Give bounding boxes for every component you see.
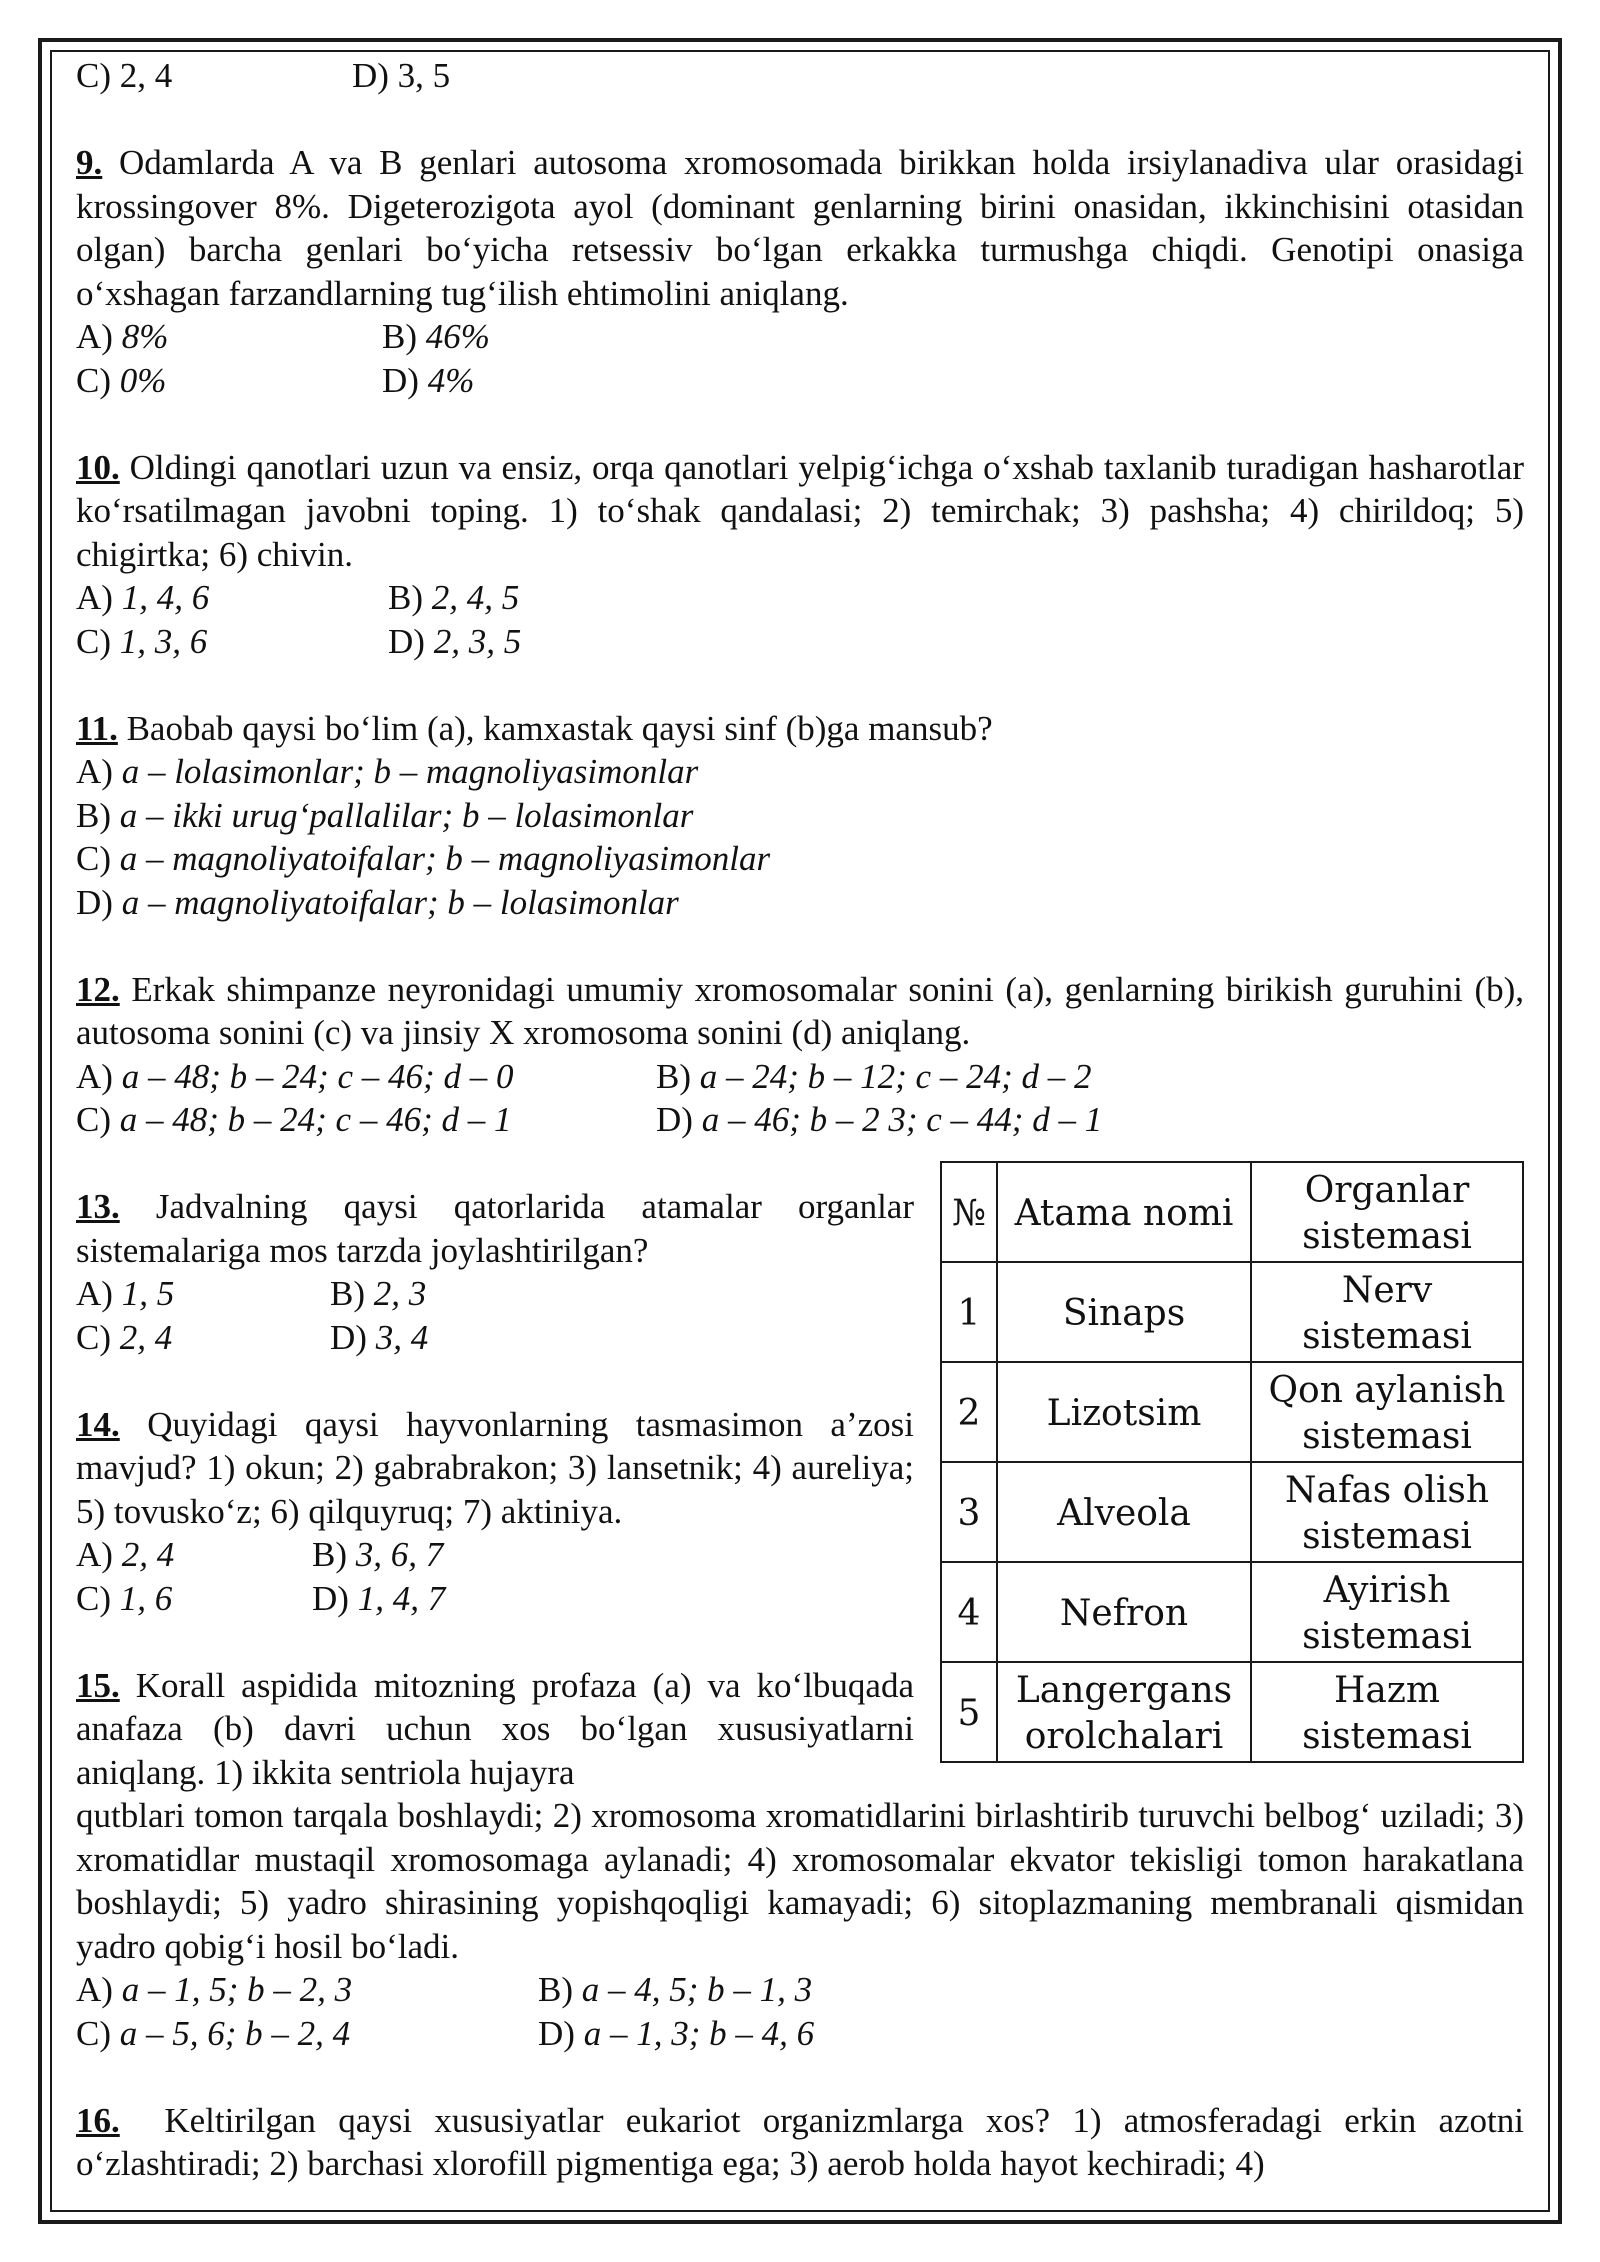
- table-row: 3 Alveola Nafas olish sistemasi: [941, 1462, 1523, 1562]
- q11-option-d: D) a – magnoliyatoifalar; b – lolasimonlar: [76, 882, 679, 922]
- table-row: 2 Lizotsim Qon aylanish sistemasi: [941, 1362, 1523, 1462]
- q11-option-c: C) a – magnoliyatoifalar; b – magnoliyasimonlar: [76, 839, 771, 878]
- q14-options-row-2: C) 1, 6 D) 1, 4, 7: [76, 1578, 446, 1618]
- left-column: [76, 1185, 914, 1794]
- option-c: C) 2, 4: [76, 56, 173, 95]
- table-row: 1 Sinaps Nerv sistemasi: [941, 1262, 1523, 1362]
- q9-options-row-2: C) 0% D) 4%: [76, 360, 475, 400]
- q10-options-row-1: A) 1, 4, 6 B) 2, 4, 5: [76, 578, 520, 617]
- q12-options-row-2: C) a – 48; b – 24; c – 46; d – 1 D) a – 46; b – 2 3; c – 44; d – 1: [76, 1100, 1103, 1139]
- header-number: №: [941, 1162, 997, 1262]
- question-16: 16. Keltirilgan qaysi xususiyatlar eukariot organizmlarga xos? 1) atmosferadagi erkin azotni o‘zlashtiradi; 2) barchasi xlorofill pigmentiga ega; 3) aerob holda hayot kechiradi; 4): [76, 2100, 1524, 2183]
- q15-options-row-2: C) a – 5, 6; b – 2, 4 D) a – 1, 3; b – 4, 6: [76, 2013, 815, 2053]
- organ-systems-table-wrap: [940, 1161, 1524, 1763]
- table-row: 4 Nefron Ayirish sistemasi: [941, 1562, 1523, 1662]
- options-row-top: [76, 54, 1524, 98]
- question-9: 9. Odamlarda A va B genlari autosoma xromosomada birikkan holda irsiylanadiva ular orasidagi krossingover 8%. Digeterozigota ayol (dominant genlarning birini onasidan, ikkinchisini otasidan olgan) barcha genlari bo‘yicha retsessiv bo‘lgan erkakka turmushga chiqdi. Genotipi onasiga o‘xshagan farzandlarning tug‘ilish ehtimolini aniqlang.: [76, 143, 1524, 313]
- q12-options-row-1: A) a – 48; b – 24; c – 46; d – 0 B) a – 24; b – 12; c – 24; d – 2: [76, 1056, 1092, 1096]
- q11-option-b: B) a – ikki urug‘pallalilar; b – lolasimonlar: [76, 795, 694, 835]
- q10-options-row-2: C) 1, 3, 6 D) 2, 3, 5: [76, 621, 522, 661]
- q13-options-row-2: C) 2, 4 D) 3, 4: [76, 1317, 429, 1357]
- table-header-row: [941, 1162, 1523, 1262]
- table-row: 5 Langergans orolchalari Hazm sistemasi: [941, 1662, 1523, 1762]
- question-11: 11. Baobab qaysi bo‘lim (a), kamxastak qaysi sinf (b)ga mansub?: [76, 708, 993, 748]
- question-13: 13. Jadvalning qaysi qatorlarida atamalar organlar sistemalariga mos tarzda joylashtirilgan?: [76, 1187, 914, 1270]
- q14-options-row-1: A) 2, 4 B) 3, 6, 7: [76, 1535, 444, 1574]
- question-10: 10. Oldingi qanotlari uzun va ensiz, orqa qanotlari yelpig‘ichga o‘xshab taxlanib turadigan hasharotlar ko‘rsatilmagan javobni toping. 1) to‘shak qandalasi; 2) temirchak; 3) pashsha; 4) chirildoq; 5) chigirtka; 6) chivin.: [76, 447, 1524, 574]
- q11-option-a: A) a – lolasimonlar; b – magnoliyasimonlar: [76, 752, 699, 791]
- question-15-continued: qutblari tomon tarqala boshlaydi; 2) xromosoma xromatidlarini birlashtirib turuvchi belbog‘ uziladi; 3) xromatidlar mustaqil xromosomaga aylanadi; 4) xromosomalar ekvator tekisligi tomon harakatlana boshlaydi; 5) yadro shirasining yopishqoqligi kamayadi; 6) sitoplazmaning membranali qismidan yadro qobig‘i hosil bo‘ladi.: [76, 1796, 1524, 1966]
- question-12: 12. Erkak shimpanze neyronidagi umumiy xromosomalar sonini (a), genlarning birikish guruhini (b), autosoma sonini (c) va jinsiy X xromosoma sonini (d) aniqlang.: [76, 969, 1525, 1052]
- option-d: D) 3, 5: [352, 56, 451, 95]
- question-15-start: 15. Korall aspidida mitozning profaza (a) va ko‘lbuqada anafaza (b) davri uchun xos bo‘lgan xususiyatlarni aniqlang. 1) ikkita sentriola hujayra: [76, 1665, 915, 1792]
- q15-options-row-1: A) a – 1, 5; b – 2, 3 B) a – 4, 5; b – 1, 3: [76, 1970, 813, 2009]
- header-term: Atama nomi: [997, 1162, 1251, 1262]
- header-system: Organlar sistemasi: [1251, 1162, 1523, 1262]
- q9-options-row-1: A) 8% B) 46%: [76, 317, 490, 356]
- organ-systems-table: [940, 1161, 1524, 1763]
- q13-options-row-1: A) 1, 5 B) 2, 3: [76, 1274, 427, 1313]
- question-14: 14. Quyidagi qaysi hayvonlarning tasmasimon a’zosi mavjud? 1) okun; 2) gabrabrakon; 3) lansetnik; 4) aureliya; 5) tovusko‘z; 6) qilquyruq; 7) aktiniya.: [76, 1404, 914, 1531]
- test-content: [76, 54, 1524, 2186]
